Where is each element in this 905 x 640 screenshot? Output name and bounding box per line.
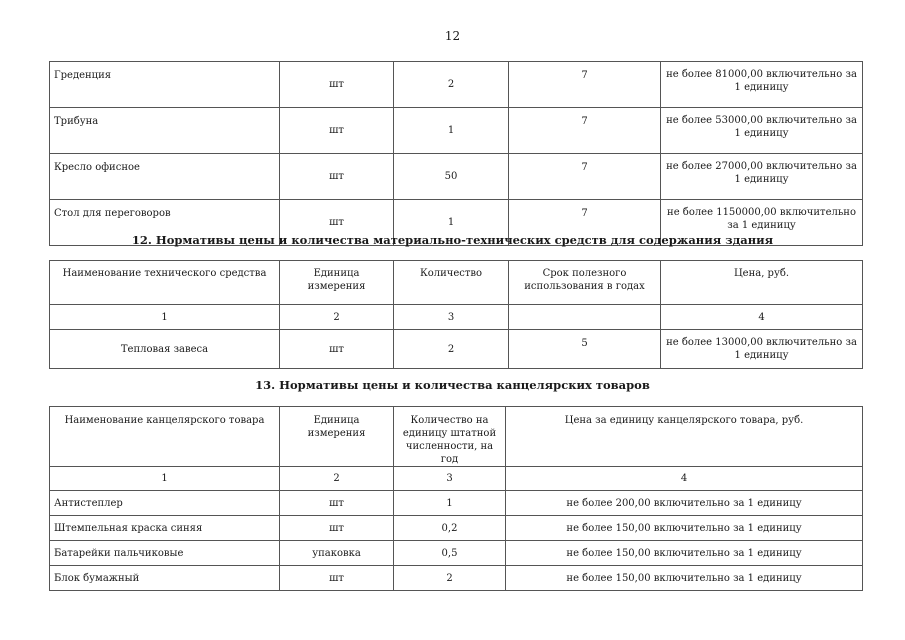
item-term: 7 xyxy=(509,200,661,246)
item-name: Антистеплер xyxy=(50,491,280,516)
item-price: не более 150,00 включительно за 1 единицу xyxy=(506,566,863,591)
item-qty: 0,5 xyxy=(394,541,506,566)
item-qty: 2 xyxy=(394,566,506,591)
column-number: 2 xyxy=(280,467,394,491)
column-number: 1 xyxy=(50,467,280,491)
column-number xyxy=(509,305,661,330)
item-unit: шт xyxy=(280,108,394,154)
column-number: 3 xyxy=(394,467,506,491)
column-number: 2 xyxy=(280,305,394,330)
item-name: Греденция xyxy=(50,62,280,108)
item-price: не более 150,00 включительно за 1 единицу xyxy=(506,516,863,541)
item-unit: упаковка xyxy=(280,541,394,566)
furniture-table xyxy=(49,61,863,246)
item-name: Батарейки пальчиковые xyxy=(50,541,280,566)
item-name: Блок бумажный xyxy=(50,566,280,591)
item-price: не более 200,00 включительно за 1 единицу xyxy=(506,491,863,516)
section-12-title: 12. Нормативы цены и количества материально-технических средств для содержания здания xyxy=(131,233,774,247)
table-header-row xyxy=(50,407,863,467)
column-number: 4 xyxy=(506,467,863,491)
table-row xyxy=(50,108,863,154)
column-number: 3 xyxy=(394,305,509,330)
item-term: 7 xyxy=(509,62,661,108)
column-header: Количество xyxy=(394,261,509,305)
item-name: Тепловая завеса xyxy=(50,330,280,369)
column-header: Количество на единицу штатной численности, на год xyxy=(394,407,506,467)
item-unit: шт xyxy=(280,62,394,108)
page-number: 12 xyxy=(444,29,461,43)
section-13-table xyxy=(49,406,863,591)
column-header: Наименование канцелярского товара xyxy=(50,407,280,467)
item-qty: 0,2 xyxy=(394,516,506,541)
item-qty: 1 xyxy=(394,200,509,246)
item-price: не более 27000,00 включительно за 1 единицу xyxy=(661,154,863,200)
section-13-title: 13. Нормативы цены и количества канцелярских товаров xyxy=(255,378,650,392)
item-unit: шт xyxy=(280,330,394,369)
item-unit: шт xyxy=(280,154,394,200)
column-header: Наименование технического средства xyxy=(50,261,280,305)
item-qty: 2 xyxy=(394,330,509,369)
item-name: Штемпельная краска синяя xyxy=(50,516,280,541)
item-name: Стол для переговоров xyxy=(50,200,280,246)
table-row xyxy=(50,491,863,516)
item-qty: 2 xyxy=(394,62,509,108)
item-term: 7 xyxy=(509,154,661,200)
column-header: Цена за единицу канцелярского товара, руб. xyxy=(506,407,863,467)
column-number: 4 xyxy=(661,305,863,330)
table-row xyxy=(50,541,863,566)
table-row xyxy=(50,566,863,591)
column-number-row xyxy=(50,305,863,330)
item-price: не более 150,00 включительно за 1 единицу xyxy=(506,541,863,566)
item-unit: шт xyxy=(280,566,394,591)
table-row xyxy=(50,330,863,369)
item-price: не более 1150000,00 включительно за 1 единицу xyxy=(661,200,863,246)
column-header: Срок полезного использования в годах xyxy=(509,261,661,305)
column-header: Единица измерения xyxy=(280,261,394,305)
item-qty: 1 xyxy=(394,108,509,154)
table-header-row xyxy=(50,261,863,305)
column-number: 1 xyxy=(50,305,280,330)
column-header: Цена, руб. xyxy=(661,261,863,305)
item-price: не более 81000,00 включительно за 1 единицу xyxy=(661,62,863,108)
item-name: Кресло офисное xyxy=(50,154,280,200)
table-row xyxy=(50,516,863,541)
table-row xyxy=(50,154,863,200)
table-row xyxy=(50,62,863,108)
item-unit: шт xyxy=(280,200,394,246)
item-qty: 50 xyxy=(394,154,509,200)
item-qty: 1 xyxy=(394,491,506,516)
item-price: не более 53000,00 включительно за 1 единицу xyxy=(661,108,863,154)
item-unit: шт xyxy=(280,491,394,516)
item-term: 5 xyxy=(509,330,661,369)
item-price: не более 13000,00 включительно за 1 единицу xyxy=(661,330,863,369)
item-term: 7 xyxy=(509,108,661,154)
column-number-row xyxy=(50,467,863,491)
column-header: Единица измерения xyxy=(280,407,394,467)
item-name: Трибуна xyxy=(50,108,280,154)
item-unit: шт xyxy=(280,516,394,541)
section-12-table xyxy=(49,260,863,369)
